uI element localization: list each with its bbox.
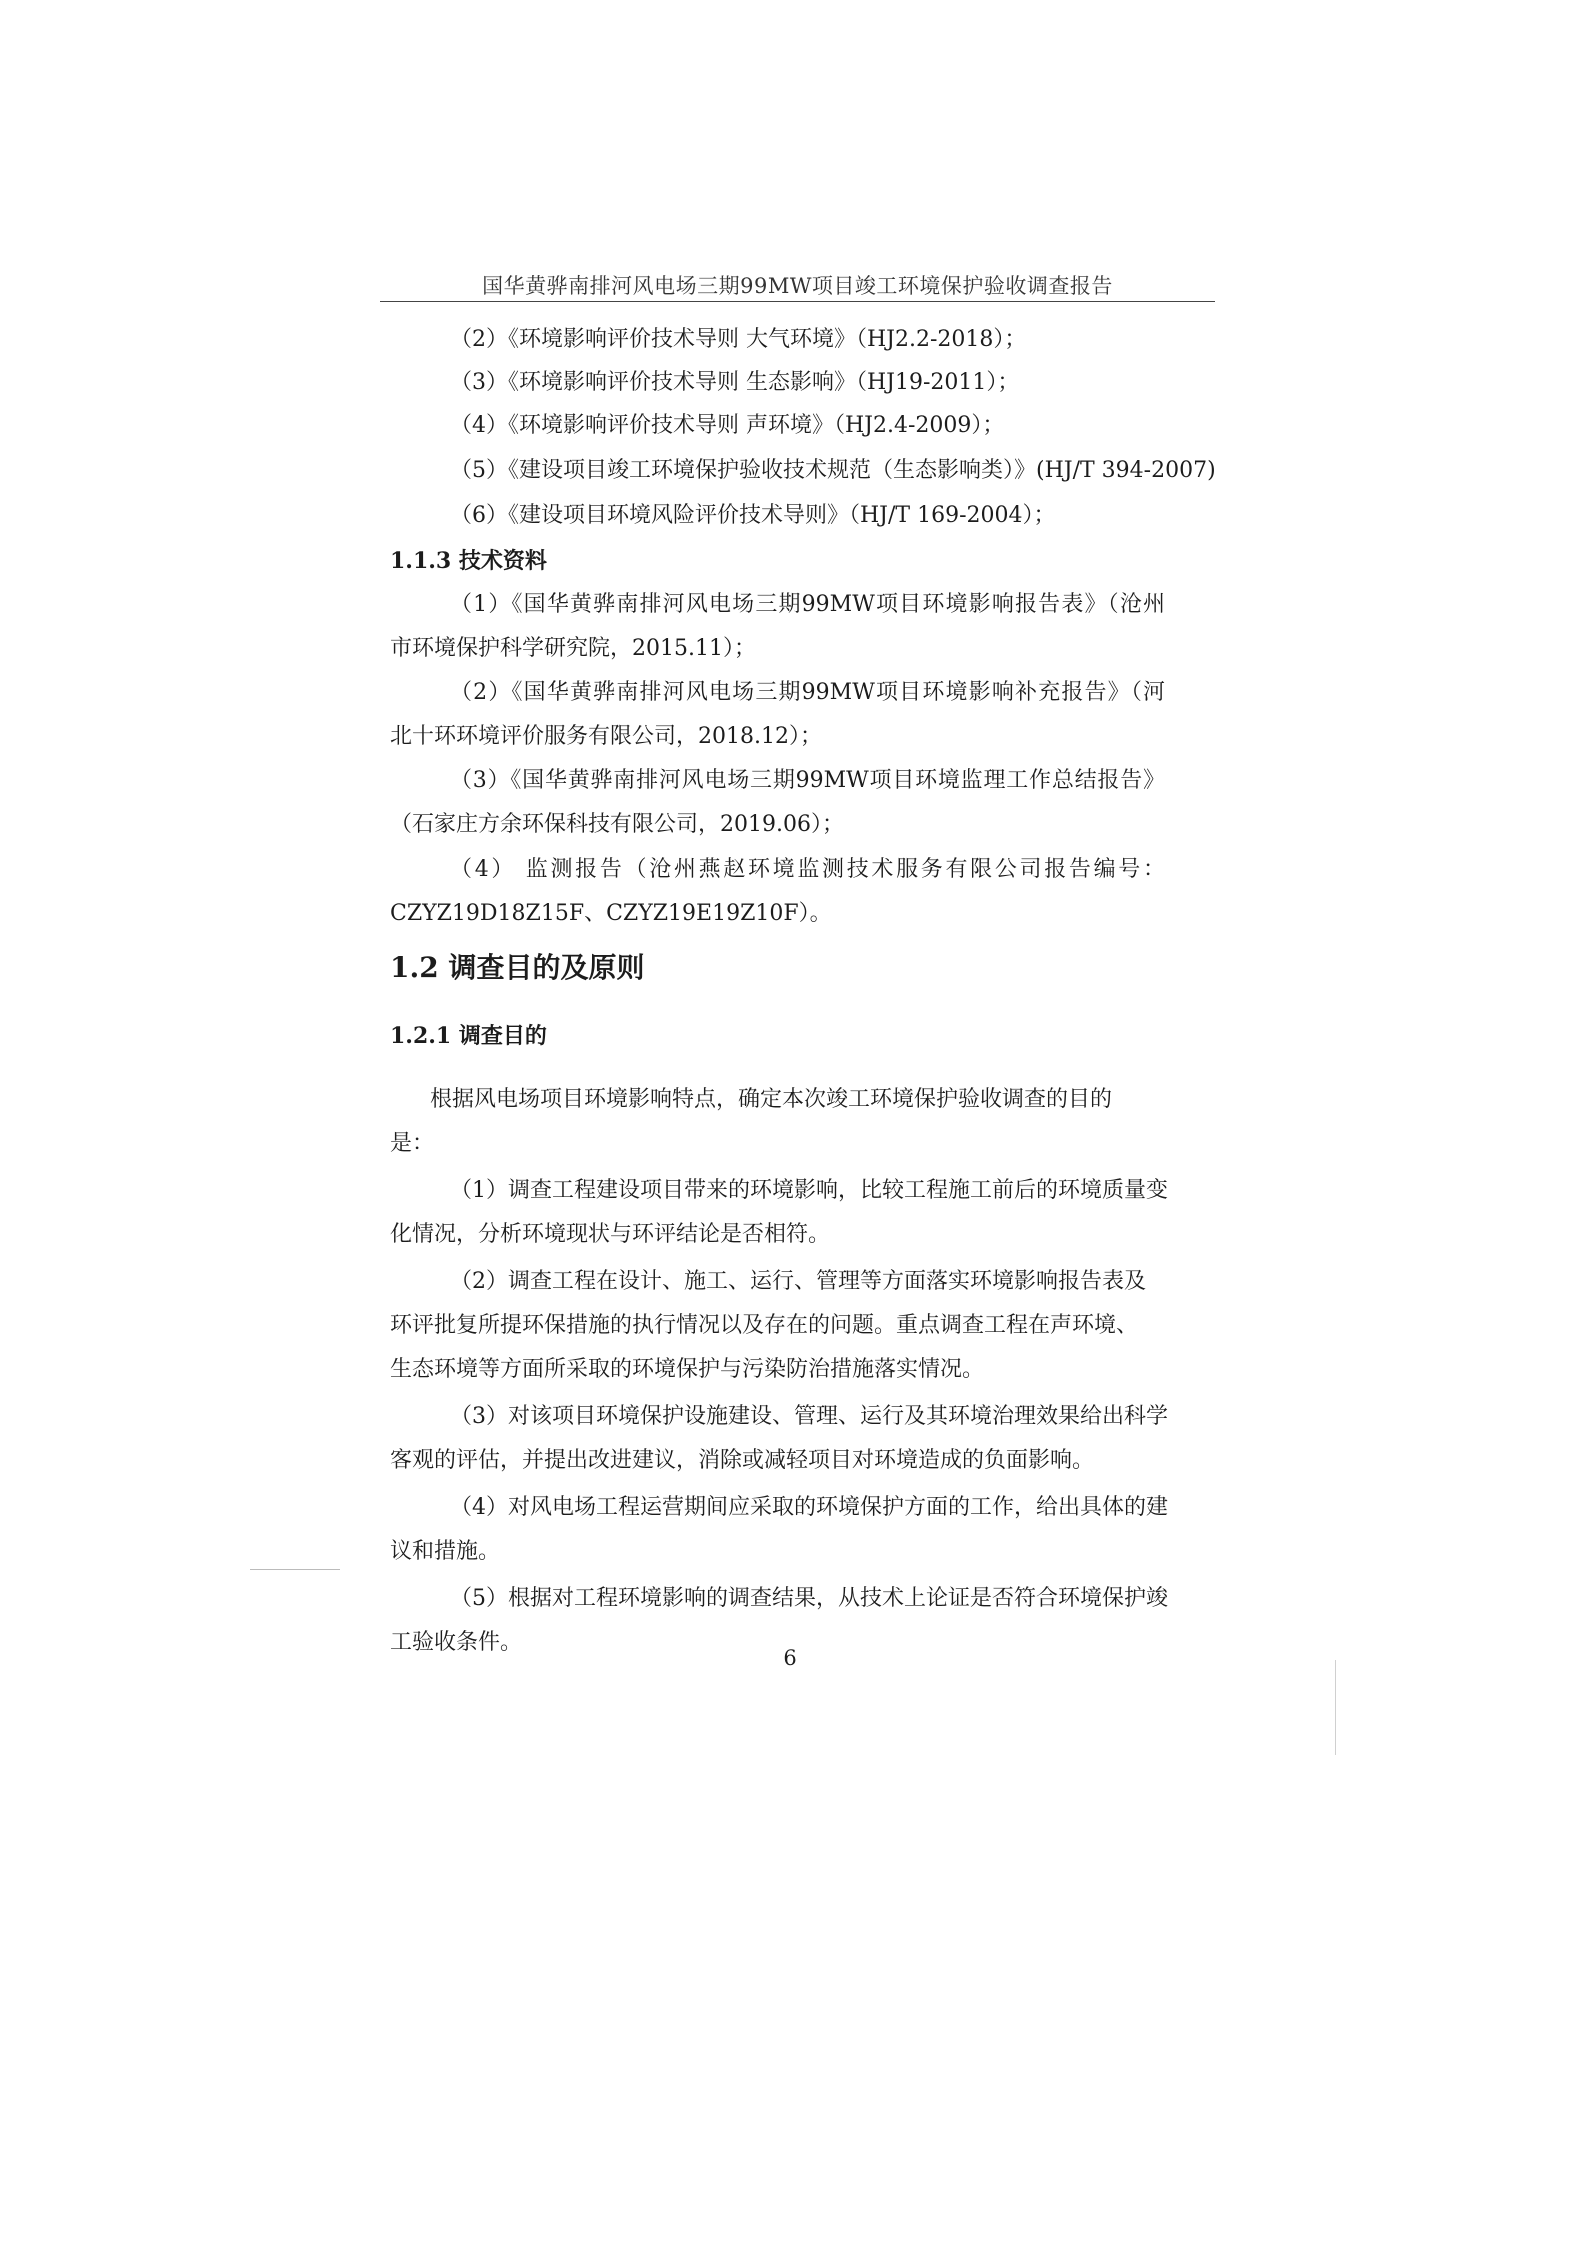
objective-item-line: 工验收条件。 <box>390 1630 523 1655</box>
objective-item-line: （2）调查工程在设计、施工、运行、管理等方面落实环境影响报告表及 <box>450 1269 1146 1294</box>
reference-item-line: （3）《国华黄骅南排河风电场三期99MW项目环境监理工作总结报告》 <box>450 768 1165 793</box>
reference-item-line: 市环境保护科学研究院，2015.11）； <box>390 636 756 661</box>
reference-item-line: CZYZ19D18Z15F、CZYZ19E19Z10F）。 <box>390 901 832 926</box>
reference-item-line: （石家庄方余环保科技有限公司，2019.06）； <box>390 812 844 837</box>
page-number: 6 <box>783 1646 797 1670</box>
standard-item: （5）《建设项目竣工环境保护验收技术规范（生态影响类）》(HJ/T 394-2007) <box>450 458 1216 483</box>
scan-artifact <box>250 1569 340 1570</box>
section-heading-1-2-1: 1.2.1 调查目的 <box>390 1023 547 1049</box>
header-rule <box>380 301 1215 302</box>
objective-item-line: 议和措施。 <box>390 1539 501 1564</box>
reference-item-line: （4） 监测报告（沧州燕赵环境监测技术服务有限公司报告编号： <box>450 857 1165 882</box>
body-paragraph-line: 是： <box>390 1131 435 1156</box>
objective-item-line: 生态环境等方面所采取的环境保护与污染防治措施落实情况。 <box>390 1357 985 1382</box>
standard-item: （4）《环境影响评价技术导则 声环境》（HJ2.4-2009）； <box>450 413 1005 438</box>
objective-item-line: （1）调查工程建设项目带来的环境影响，比较工程施工前后的环境质量变 <box>450 1178 1168 1203</box>
standard-item: （2）《环境影响评价技术导则 大气环境》（HJ2.2-2018）； <box>450 327 1027 352</box>
objective-item-line: （5）根据对工程环境影响的调查结果，从技术上论证是否符合环境保护竣 <box>450 1586 1168 1611</box>
objective-item-line: 客观的评估，并提出改进建议，消除或减轻项目对环境造成的负面影响。 <box>390 1448 1095 1473</box>
body-paragraph-line: 根据风电场项目环境影响特点，确定本次竣工环境保护验收调查的目的 <box>430 1087 1113 1112</box>
objective-item-line: （4）对风电场工程运营期间应采取的环境保护方面的工作，给出具体的建 <box>450 1495 1168 1520</box>
standard-item: （6）《建设项目环境风险评价技术导则》（HJ/T 169-2004）； <box>450 503 1056 528</box>
section-heading-1-2: 1.2 调查目的及原则 <box>390 951 645 984</box>
reference-item-line: （1）《国华黄骅南排河风电场三期99MW项目环境影响报告表》（沧州 <box>450 592 1165 617</box>
standard-item: （3）《环境影响评价技术导则 生态影响》（HJ19-2011）； <box>450 370 1020 395</box>
running-header-title: 国华黄骅南排河风电场三期99MW项目竣工环境保护验收调查报告 <box>482 274 1113 298</box>
objective-item-line: 环评批复所提环保措施的执行情况以及存在的问题。重点调查工程在声环境、 <box>390 1313 1139 1338</box>
section-heading-1-1-3: 1.1.3 技术资料 <box>390 548 547 574</box>
reference-item-line: 北十环环境评价服务有限公司，2018.12）； <box>390 724 822 749</box>
objective-item-line: （3）对该项目环境保护设施建设、管理、运行及其环境治理效果给出科学 <box>450 1404 1168 1429</box>
scan-artifact <box>1335 1660 1336 1755</box>
reference-item-line: （2）《国华黄骅南排河风电场三期99MW项目环境影响补充报告》（河 <box>450 680 1165 705</box>
objective-item-line: 化情况，分析环境现状与环评结论是否相符。 <box>390 1222 831 1247</box>
